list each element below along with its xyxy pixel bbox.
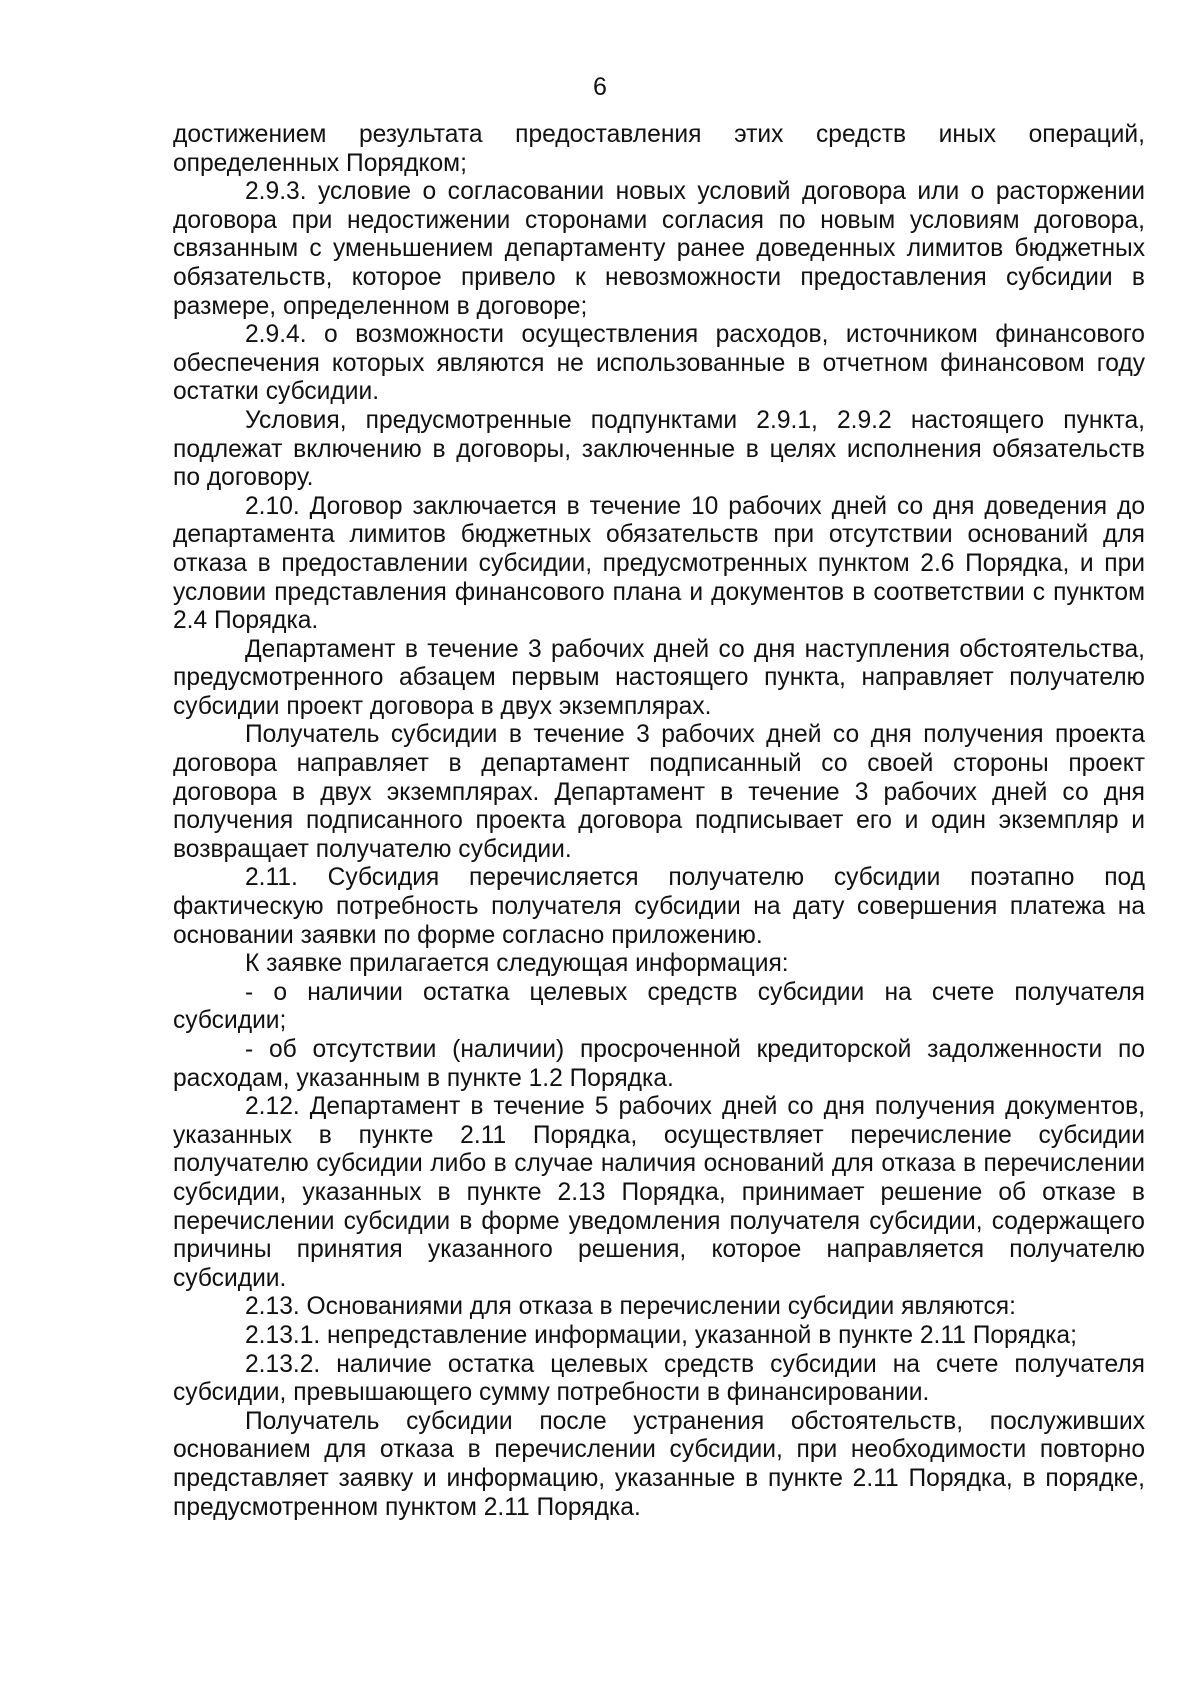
paragraph-department-sends: Департамент в течение 3 рабочих дней со дня наступления обстоятельства, предусмотренного абзацем первым настоящего пункта, направляет получателю субсидии проект договора в двух экземплярах. [173, 635, 1145, 720]
paragraph-item-balance: - о наличии остатка целевых средств субсидии на счете получателя субсидии; [173, 978, 1145, 1035]
paragraph-application-info: К заявке прилагается следующая информация: [245, 950, 789, 978]
paragraph-conditions: Условия, предусмотренные подпунктами 2.9.1, 2.9.2 настоящего пункта, подлежат включению в договоры, заключенные в целях исполнения обязательств по договору. [173, 406, 1145, 492]
paragraph-2-9-4: 2.9.4. о возможности осуществления расходов, источником финансового обеспечения которых являются не использованные в отчетном финансовом году остатки субсидии. [173, 321, 1145, 406]
paragraph-continuation: достижением результата предоставления этих средств иных операций, определенных Порядком; [173, 121, 1145, 177]
paragraph-2-13: 2.13. Основаниями для отказа в перечислении субсидии являются: [245, 1293, 1016, 1321]
document-body [173, 121, 1145, 1522]
paragraph-2-13-2: 2.13.2. наличие остатка целевых средств субсидии на счете получателя субсидии, превышающего сумму потребности в финансировании. [173, 1350, 1145, 1407]
paragraph-recipient-signs: Получатель субсидии в течение 3 рабочих дней со дня получения проекта договора направляет в департамент подписанный со своей стороны проект договора в двух экземплярах. Департамент в течение 3 рабочих дней со дня получения подписанного проекта договора подписывает его и один экземпляр и возвращает получателю субсидии. [173, 721, 1145, 863]
paragraph-2-10: 2.10. Договор заключается в течение 10 рабочих дней со дня доведения до департамента лимитов бюджетных обязательств при отсутствии оснований для отказа в предоставлении субсидии, предусмотренных пунктом 2.6 Порядка, и при условии представления финансового плана и документов в соответствии с пунктом 2.4 Порядка. [173, 492, 1145, 635]
paragraph-2-13-1: 2.13.1. непредставление информации, указанной в пункте 2.11 Порядка; [245, 1321, 1077, 1349]
paragraph-resubmission: Получатель субсидии после устранения обстоятельств, послуживших основанием для отказа в перечислении субсидии, при необходимости повторно представляет заявку и информацию, указанные в пункте 2.11 Порядка, в порядке, предусмотренном пунктом 2.11 Порядка. [173, 1407, 1145, 1521]
paragraph-item-debt: - об отсутствии (наличии) просроченной кредиторской задолженности по расходам, указанным в пункте 1.2 Порядка. [173, 1036, 1145, 1092]
paragraph-2-11: 2.11. Субсидия перечисляется получателю субсидии поэтапно под фактическую потребность получателя субсидии на дату совершения платежа на основании заявки по форме согласно приложению. [173, 864, 1145, 949]
paragraph-2-9-3: 2.9.3. условие о согласовании новых условий договора или о расторжении договора при недостижении сторонами согласия по новым условиям договора, связанным с уменьшением департаменту ранее доведенных лимитов бюджетных обязательств, которое привело к невозможности предоставления субсидии в размере, определенном в договоре; [173, 178, 1145, 320]
page-number: 6 [593, 73, 607, 101]
paragraph-2-12: 2.12. Департамент в течение 5 рабочих дней со дня получения документов, указанных в пункте 2.11 Порядка, осуществляет перечисление субсидии получателю субсидии либо в случае наличия оснований для отказа в перечислении субсидии, указанных в пункте 2.13 Порядка, принимает решение об отказе в перечислении субсидии в форме уведомления получателя субсидии, содержащего причины принятия указанного решения, которое направляется получателю субсидии. [173, 1093, 1145, 1292]
